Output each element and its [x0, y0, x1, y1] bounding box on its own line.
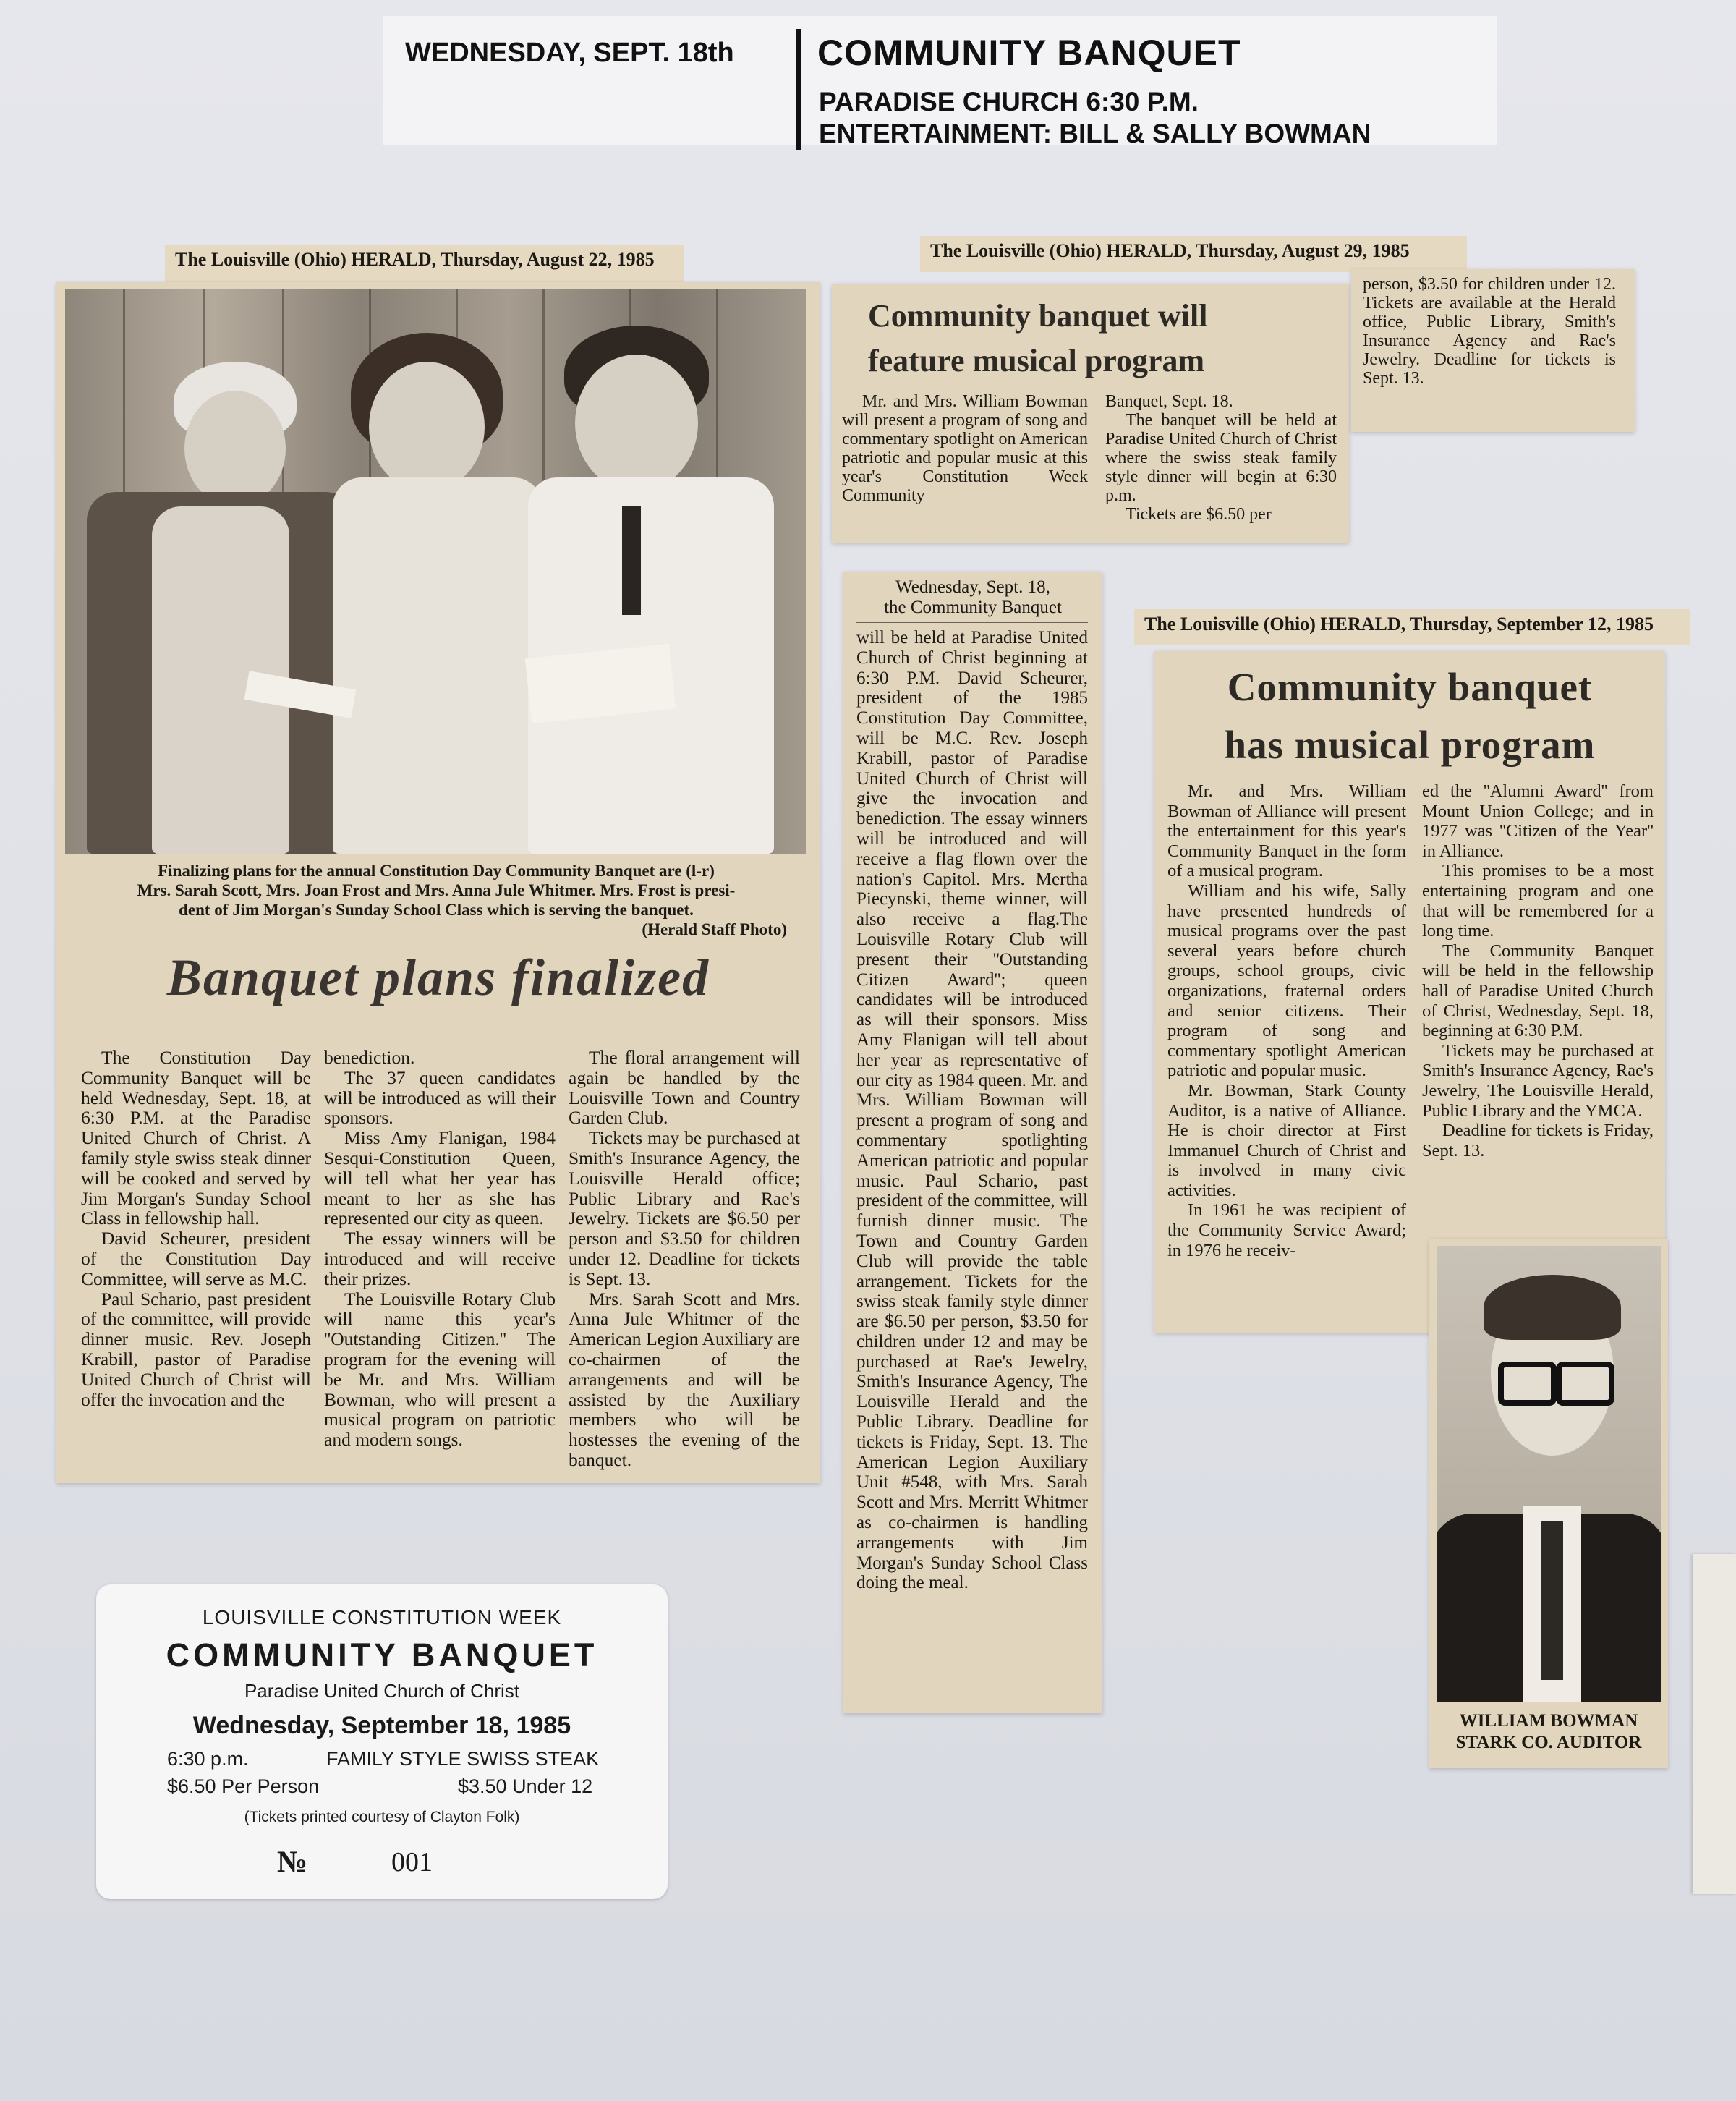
page-edge-strip	[1693, 1554, 1736, 1894]
clip1-caption	[71, 861, 801, 939]
ticket-price-adult: $6.50 Per Person	[167, 1775, 320, 1797]
clip1-col1-p1: The Constitution Day Community Banquet will be held Wednesday, Sept. 18, at 6:30 P.M. at the Paradise United Church of Christ. A family style swiss steak dinner will be cooked and served by Jim Morgan's Sunday School Class in fellowship hall.	[81, 1047, 311, 1229]
clip4-col1-p3: Mr. Bowman, Stark County Auditor, is a native of Alliance. He is choir director at First Immanuel Church of Christ and is involved in many civic activities.	[1167, 1080, 1406, 1200]
clip2-article-right	[1351, 269, 1635, 432]
ticket-date: Wednesday, September 18, 1985	[192, 1712, 571, 1739]
clip4-col1-p4: In 1961 he was recipient of the Community Service Award; in 1976 he receiv-	[1167, 1200, 1406, 1260]
clip2-col2-p3: Tickets are $6.50 per	[1126, 505, 1272, 524]
ticket-meal: FAMILY STYLE SWISS STEAK	[326, 1748, 600, 1770]
clip1-article	[56, 282, 820, 1483]
clip2-column-2	[1105, 392, 1337, 524]
clip4-article	[1154, 651, 1665, 1333]
clip2-column-3	[1363, 275, 1616, 388]
clip1-column-3	[569, 1048, 800, 1470]
header-entertainment: ENTERTAINMENT: BILL & SALLY BOWMAN	[819, 119, 1371, 148]
clip1-col2-p3: Miss Amy Flanigan, 1984 Sesqui-Constitution Queen, will tell what her year has meant to her as she has represented our city as queen.	[324, 1127, 556, 1229]
clip3-body	[856, 628, 1088, 1593]
ticket-number: 001	[391, 1847, 433, 1877]
ticket-title: COMMUNITY BANQUET	[166, 1637, 598, 1673]
clip1-column-2	[324, 1048, 556, 1450]
header-divider	[796, 29, 801, 150]
clip3-body-text: will be held at Paradise United Church of Christ beginning at 6:30 P.M. David Scheurer, president of the 1985 Constitution Day Committee, will be M.C. Rev. Joseph Krabill, pastor of Paradise United Church of Christ will give the invocation and benediction. The essay winners will be introduced and will receive a flag flown over the nation's Capitol. Mrs. Mertha Piecynski, theme winner, will also receive a flag.The Louisville Rotary Club will present their ''Outstanding Citizen Award''; queen candidates will be introduced as will their sponsors. Miss Amy Flanigan will tell about her year as representative of our city as 1984 queen. Mr. and Mrs. William Bowman will present a program of song and commentary spotlighting American patriotic and popular music. Paul Schario, past president of the committee, will furnish dinner music. The Town and Country Garden Club will provide the table arrangement. Tickets for the swiss steak family style dinner are $6.50 per person, $3.50 for children under 12 and may be purchased at Rae's Jewelry, Smith's Insurance Agency, The Louisville Herald and the Public Library. Deadline for tickets is Friday, Sept. 13. The American Legion Auxiliary Unit #548, with Mrs. Sarah Scott and Mrs. Merritt Whitmer as co-chairmen is handling arrangements with Jim Morgan's Sunday School Class doing the meal.	[856, 628, 1088, 1593]
clip4-headline-line1: Community banquet	[1227, 665, 1593, 709]
clip1-col1-p3: Paul Schario, past president of the committee, will provide dinner music. Rev. Joseph Krabill, pastor of Paradise United Church of Christ will offer the invocation and the	[81, 1288, 311, 1410]
clip1-col2-p5: The Louisville Rotary Club will name this year's ''Outstanding Citizen.'' The program for the evening will be Mr. and Mrs. William Bowman, who will present a musical program on patriotic and modern songs.	[324, 1288, 556, 1451]
clip4-col2-p2: This promises to be a most entertaining program and one that will be remembered for a long time.	[1422, 861, 1654, 941]
clip4-col1-p2: William and his wife, Sally have presented hundreds of musical programs over the past several years before church groups, school groups, civic organizations, fraternal orders and senior citizens. Their program of song and commentary spotlight American patriotic and popular music.	[1167, 880, 1406, 1081]
ticket-note: (Tickets printed courtesy of Clayton Folk)	[244, 1809, 520, 1825]
clip4-masthead: The Louisville (Ohio) HERALD, Thursday, September 12, 1985	[1134, 609, 1690, 645]
bowman-caption-name: WILLIAM BOWMAN	[1459, 1711, 1638, 1731]
clip4-col2-p5: Deadline for tickets is Friday, Sept. 13.	[1422, 1121, 1654, 1160]
clip1-photo-credit: (Herald Staff Photo)	[642, 920, 787, 938]
clip2-headline-line1: Community banquet will	[868, 298, 1208, 334]
clip2-masthead: The Louisville (Ohio) HERALD, Thursday, August 29, 1985	[920, 236, 1467, 272]
clip4-col2-p1: ed the ''Alumni Award'' from Mount Union College; and in 1977 was ''Citizen of the Year'' in Alliance.	[1422, 781, 1654, 861]
clip4-column-2	[1422, 781, 1654, 1160]
clip2-column-1	[842, 392, 1088, 505]
ticket-time: 6:30 p.m.	[167, 1748, 249, 1770]
header-date: WEDNESDAY, SEPT. 18th	[405, 38, 734, 68]
clip4-column-1	[1167, 781, 1406, 1260]
bowman-caption-title: STARK CO. AUDITOR	[1455, 1733, 1642, 1752]
clip1-col3-p1: The floral arrangement will again be handled by the Louisville Town and Country Garden Club.	[569, 1047, 800, 1129]
ticket-series: LOUISVILLE CONSTITUTION WEEK	[202, 1606, 562, 1629]
clip4-col1-p1: Mr. and Mrs. William Bowman of Alliance will present the entertainment for this year's Community Banquet in the form of a musical program.	[1167, 781, 1406, 881]
clip3-article	[843, 572, 1102, 1713]
clip3-heading-line2: the Community Banquet	[884, 598, 1062, 617]
clip2-col2-p2: The banquet will be held at Paradise United Church of Christ where the swiss steak family style dinner will begin at 6:30 p.m.	[1105, 411, 1337, 505]
clip1-col3-p3: Mrs. Sarah Scott and Mrs. Anna Jule Whitmer of the American Legion Auxiliary are co-chairmen of the arrangements and will be assisted by the Auxiliary members who will be hostesses the evening of the banquet.	[569, 1288, 800, 1470]
clip1-col2-p4: The essay winners will be introduced and will receive their prizes.	[324, 1228, 556, 1289]
bowman-portrait	[1437, 1246, 1661, 1702]
clip2-headline-line2: feature musical program	[868, 343, 1205, 378]
clip3-heading-line1: Wednesday, Sept. 18,	[895, 577, 1050, 597]
clip1-caption-line1: Finalizing plans for the annual Constitution Day Community Banquet are (l-r)	[158, 862, 715, 880]
ticket-number-label: №	[277, 1846, 308, 1879]
header-location: PARADISE CHURCH 6:30 P.M.	[819, 87, 1199, 116]
clip1-photo	[65, 289, 806, 854]
clip2-col2-p1: Banquet, Sept. 18.	[1105, 392, 1233, 411]
clip4-col2-p3: The Community Banquet will be held in the fellowship hall of Paradise United Church of Christ, Wednesday, Sept. 18, beginning at 6:30 P.M.	[1422, 941, 1654, 1041]
ticket-venue: Paradise United Church of Christ	[244, 1680, 520, 1702]
clip2-col3-p1: person, $3.50 for children under 12. Tickets are available at the Herald office, Public Library, Smith's Insurance Agency and Rae's Jewelry. Deadline for tickets is Sept. 13.	[1363, 275, 1616, 388]
clip1-caption-line3: dent of Jim Morgan's Sunday School Class which is serving the banquet.	[179, 901, 694, 919]
header-strip	[383, 16, 1497, 148]
clip1-col2-p1: benediction.	[324, 1047, 415, 1068]
clip2-headline	[868, 294, 1207, 383]
header-title: COMMUNITY BANQUET	[817, 33, 1241, 73]
clip4-photo-clip	[1429, 1239, 1668, 1768]
banquet-ticket	[96, 1584, 668, 1899]
clip4-col2-p4: Tickets may be purchased at Smith's Insurance Agency, Rae's Jewelry, The Louisville Herald, Public Library and the YMCA.	[1422, 1040, 1654, 1121]
clip1-col3-p2: Tickets may be purchased at Smith's Insurance Agency, the Louisville Herald office; Public Library and Rae's Jewelry. Tickets are $6.50 per person and $3.50 for children under 12. Deadline for tickets is Sept. 13.	[569, 1127, 800, 1289]
clip4-headline-line2: has musical program	[1224, 723, 1596, 767]
clip1-column-1	[81, 1048, 311, 1409]
clip1-col2-p2: The 37 queen candidates will be introduced as will their sponsors.	[324, 1066, 556, 1129]
ticket-price-child: $3.50 Under 12	[458, 1775, 593, 1797]
clip2-col1-p1: Mr. and Mrs. William Bowman will present a program of song and commentary spotlight on American patriotic and popular music at this year's Constitution Week Community	[842, 392, 1088, 505]
clip1-caption-line2: Mrs. Sarah Scott, Mrs. Joan Frost and Mrs. Anna Jule Whitmer. Mrs. Frost is presi-	[137, 881, 736, 899]
clip1-headline: Banquet plans finalized	[166, 948, 710, 1006]
clip4-headline	[1154, 658, 1665, 774]
clip1-masthead: The Louisville (Ohio) HERALD, Thursday, August 22, 1985	[165, 245, 684, 282]
bowman-caption	[1429, 1710, 1668, 1754]
clip2-article-left	[832, 284, 1349, 543]
clip1-col1-p2: David Scheurer, president of the Constitution Day Committee, will serve as M.C.	[81, 1228, 311, 1289]
clip3-heading	[843, 577, 1102, 618]
